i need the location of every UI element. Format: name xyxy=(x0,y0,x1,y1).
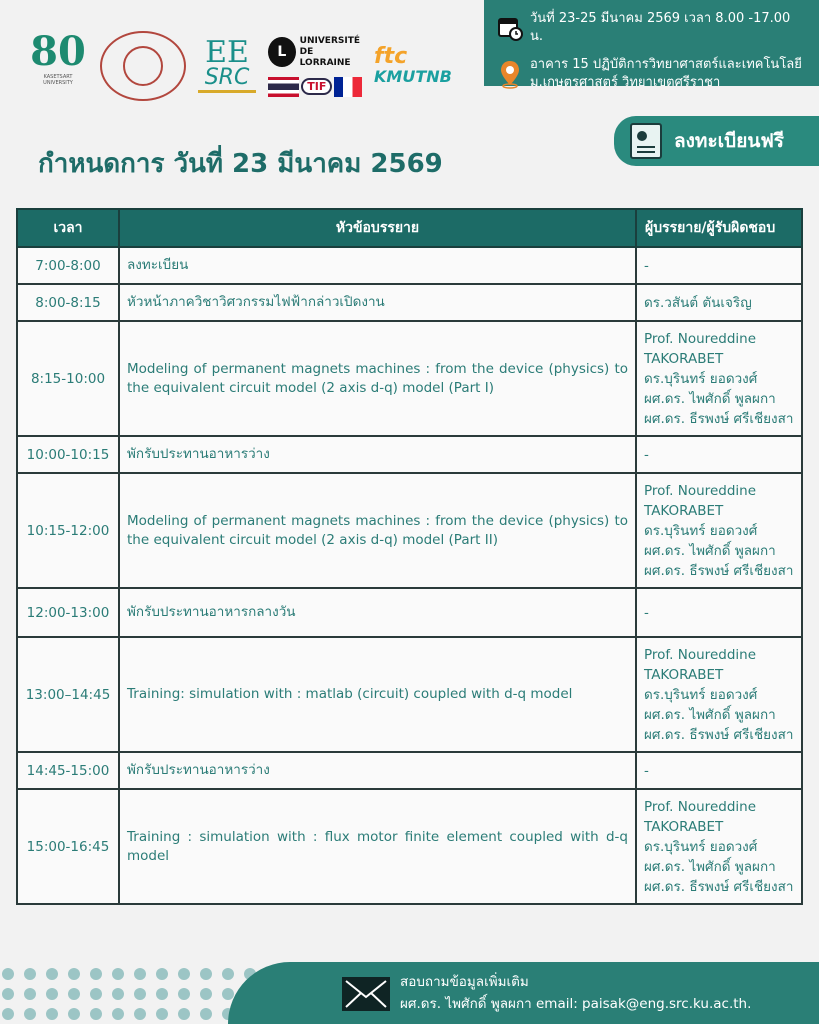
row-time: 13:00–14:45 xyxy=(17,637,119,752)
table-row xyxy=(17,588,802,637)
thai-flag-icon xyxy=(268,77,299,97)
row-topic: ลงทะเบียน xyxy=(119,247,636,284)
location-pin-icon xyxy=(496,59,524,89)
row-time: 10:15-12:00 xyxy=(17,473,119,588)
decor-dot xyxy=(112,988,124,1000)
decor-dot xyxy=(46,988,58,1000)
row-time: 8:15-10:00 xyxy=(17,321,119,436)
decor-dot xyxy=(112,968,124,980)
row-speakers: Prof. Noureddine TAKORABET ดร.บุรินทร์ ยอดวงศ์ ผศ.ดร. ไพศักดิ์ พูลผกา ผศ.ดร. ธีรพงษ์ ศรีเชียงสา xyxy=(636,789,802,904)
row-topic: พักรับประทานอาหารว่าง xyxy=(119,436,636,473)
eesrc-logo: EE SRC xyxy=(198,39,256,94)
decor-dot xyxy=(134,968,146,980)
decor-dot xyxy=(24,988,36,1000)
partner-logos xyxy=(28,26,470,106)
table-row xyxy=(17,284,802,321)
row-speakers: Prof. Noureddine TAKORABET ดร.บุรินทร์ ยอดวงศ์ ผศ.ดร. ไพศักดิ์ พูลผกา ผศ.ดร. ธีรพงษ์ ศรีเชียงสา xyxy=(636,321,802,436)
schedule-table xyxy=(16,208,803,905)
decor-dot xyxy=(112,1008,124,1020)
table-row xyxy=(17,247,802,284)
decor-dot xyxy=(178,968,190,980)
row-topic: พักรับประทานอาหารว่าง xyxy=(119,752,636,789)
event-info-band xyxy=(484,0,819,90)
row-topic: หัวหน้าภาควิชาวิศวกรรมไฟฟ้ากล่าวเปิดงาน xyxy=(119,284,636,321)
row-topic: Training: simulation with : matlab (circuit) coupled with d-q model xyxy=(119,637,636,752)
free-registration-button[interactable] xyxy=(614,116,819,166)
row-time: 10:00-10:15 xyxy=(17,436,119,473)
row-speakers: Prof. Noureddine TAKORABET ดร.บุรินทร์ ยอดวงศ์ ผศ.ดร. ไพศักดิ์ พูลผกา ผศ.ดร. ธีรพงษ์ ศรีเชียงสา xyxy=(636,637,802,752)
row-topic: Modeling of permanent magnets machines : from the device (physics) to the equivalent circuit model (2 axis d-q) model (Part I) xyxy=(119,321,636,436)
header-topic: หัวข้อบรรยาย xyxy=(119,209,636,247)
decor-dot xyxy=(134,1008,146,1020)
decor-dot xyxy=(200,968,212,980)
decor-dot xyxy=(156,1008,168,1020)
university-seal-logo xyxy=(100,31,186,101)
decor-dot xyxy=(2,988,14,1000)
decor-dot xyxy=(68,988,80,1000)
decor-dot xyxy=(200,1008,212,1020)
row-speakers: Prof. Noureddine TAKORABET ดร.บุรินทร์ ยอดวงศ์ ผศ.ดร. ไพศักดิ์ พูลผกา ผศ.ดร. ธีรพงษ์ ศรีเชียงสา xyxy=(636,473,802,588)
header-speakers: ผู้บรรยาย/ผู้รับผิดชอบ xyxy=(636,209,802,247)
row-speakers: - xyxy=(636,247,802,284)
row-topic: พักรับประทานอาหารกลางวัน xyxy=(119,588,636,637)
decor-dot xyxy=(46,968,58,980)
row-time: 15:00-16:45 xyxy=(17,789,119,904)
row-speakers: - xyxy=(636,436,802,473)
page-title: กำหนดการ วันที่ 23 มีนาคม 2569 xyxy=(38,149,443,179)
row-time: 8:00-8:15 xyxy=(17,284,119,321)
contact-footer xyxy=(228,962,819,1024)
venue-line-1: อาคาร 15 ปฏิบัติการวิทยาศาสตร์และเทคโนโลยี xyxy=(530,57,802,72)
decor-dot xyxy=(178,1008,190,1020)
calendar-clock-icon xyxy=(496,15,524,41)
decor-dot xyxy=(90,1008,102,1020)
contact-email[interactable]: ผศ.ดร. ไพศักดิ์ พูลผกา email: paisak@eng.src.ku.ac.th. xyxy=(400,996,752,1012)
decor-dot xyxy=(24,1008,36,1020)
decor-dot xyxy=(222,968,234,980)
decor-dot xyxy=(90,968,102,980)
venue-line-2: ม.เกษตรศาสตร์ วิทยาเขตศรีราชา xyxy=(530,75,721,90)
table-row xyxy=(17,637,802,752)
decor-dot xyxy=(24,968,36,980)
row-speakers: - xyxy=(636,752,802,789)
decor-dot xyxy=(46,1008,58,1020)
table-row xyxy=(17,789,802,904)
decor-dot xyxy=(134,988,146,1000)
table-row xyxy=(17,752,802,789)
decor-dot xyxy=(2,1008,14,1020)
decor-dot xyxy=(68,1008,80,1020)
decor-dot xyxy=(68,968,80,980)
ku-80th-logo: 80 KASETSART UNIVERSITY xyxy=(30,28,86,86)
lorraine-tif-logos: L UNIVERSITÉ DE LORRAINE TIF xyxy=(268,36,362,97)
decor-dot xyxy=(90,988,102,1000)
contact-heading: สอบถามข้อมูลเพิ่มเติม xyxy=(400,974,529,990)
row-speakers: - xyxy=(636,588,802,637)
decor-dot xyxy=(200,988,212,1000)
event-date-row xyxy=(496,10,807,46)
decor-dot xyxy=(178,988,190,1000)
event-venue-row xyxy=(496,56,807,92)
event-date-text: วันที่ 23-25 มีนาคม 2569 เวลา 8.00 -17.00 น. xyxy=(530,11,791,44)
row-time: 14:45-15:00 xyxy=(17,752,119,789)
decor-dot xyxy=(2,968,14,980)
header-time: เวลา xyxy=(17,209,119,247)
mail-icon xyxy=(342,977,390,1011)
row-time: 12:00-13:00 xyxy=(17,588,119,637)
table-row xyxy=(17,436,802,473)
table-header-row xyxy=(17,209,802,247)
french-flag-icon xyxy=(334,77,362,97)
ftc-kmutnb-logo: ftc KMUTNB xyxy=(374,44,452,86)
row-topic: Training : simulation with : flux motor finite element coupled with d-q model xyxy=(119,789,636,904)
row-time: 7:00-8:00 xyxy=(17,247,119,284)
decor-dot xyxy=(156,968,168,980)
register-label: ลงทะเบียนฟรี xyxy=(674,130,784,152)
registration-form-icon xyxy=(630,123,662,159)
decor-dot xyxy=(156,988,168,1000)
table-row xyxy=(17,321,802,436)
row-topic: Modeling of permanent magnets machines : from the device (physics) to the equivalent circuit model (2 axis d-q) model (Part II) xyxy=(119,473,636,588)
table-row xyxy=(17,473,802,588)
row-speakers: ดร.วสันต์ ตันเจริญ xyxy=(636,284,802,321)
